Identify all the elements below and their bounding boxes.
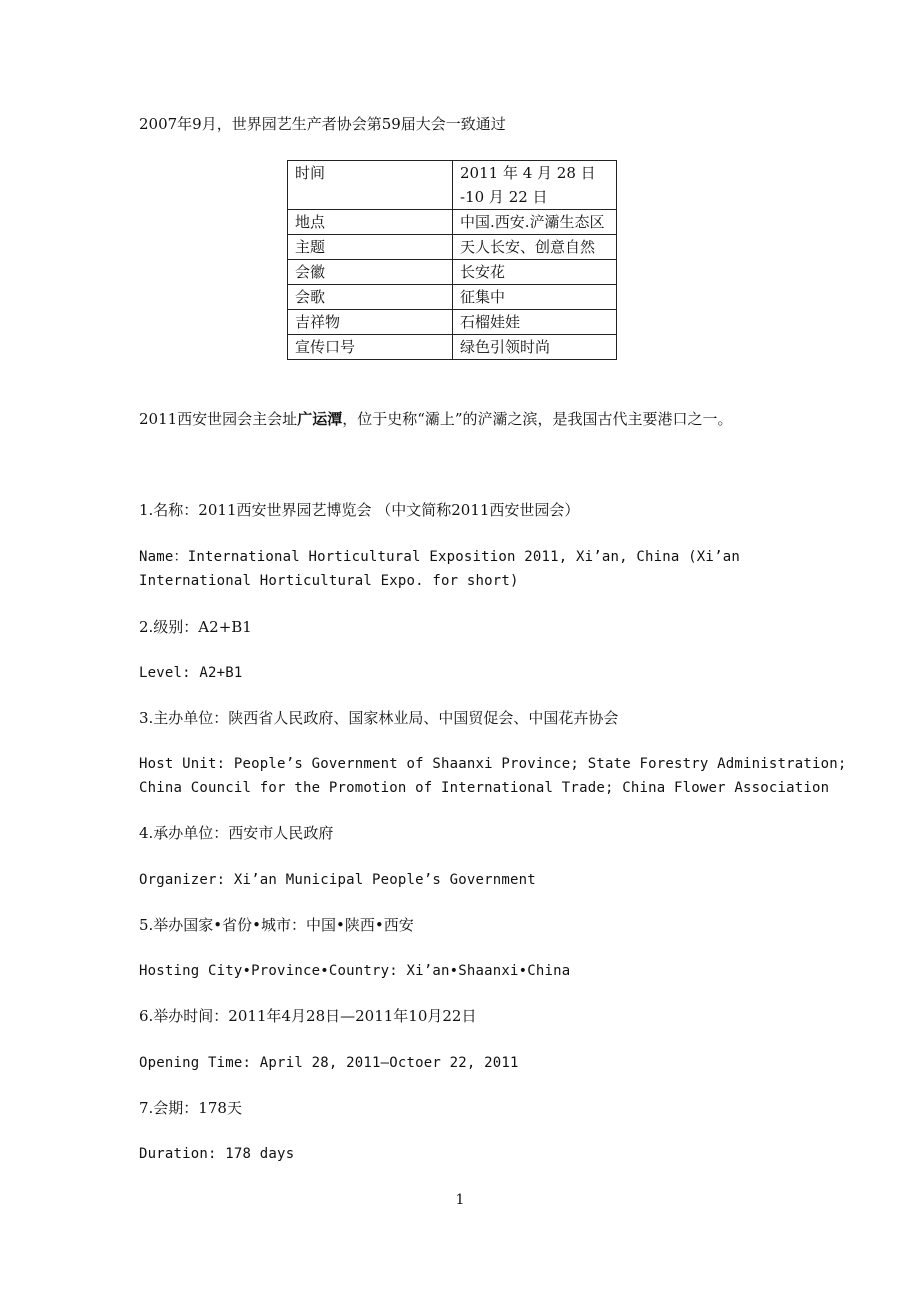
item-name-en-line1: Name：International Horticultural Exposition 2011, Xi’an, China (Xi’an — [139, 549, 740, 565]
table-row — [288, 161, 617, 210]
table-row — [288, 285, 617, 310]
table-key: 吉祥物 — [288, 310, 453, 335]
table-row — [288, 310, 617, 335]
item-name-cn: 1.名称：2011西安世界园艺博览会 （中文简称2011西安世园会） — [139, 501, 580, 519]
table-row — [288, 260, 617, 285]
table-value: 征集中 — [453, 285, 617, 310]
intro-text: 2007年9月，世界园艺生产者协会第59届大会一致通过 — [139, 115, 506, 133]
item-host-cn: 3.主办单位：陕西省人民政府、国家林业局、中国贸促会、中国花卉协会 — [139, 709, 619, 727]
site-text-pre: 2011西安世园会主会址 — [139, 410, 298, 428]
item-city-en: Hosting City•Province•Country: Xi’an•Shaanxi•China — [139, 963, 571, 979]
table-key: 地点 — [288, 210, 453, 235]
item-duration-cn: 7.会期：178天 — [139, 1099, 242, 1117]
item-city-cn: 5.举办国家•省份•城市：中国•陕西•西安 — [139, 916, 414, 934]
table-value: 2011 年 4 月 28 日 -10 月 22 日 — [453, 161, 617, 210]
item-time-cn: 6.举办时间：2011年4月28日—2011年10月22日 — [139, 1007, 477, 1025]
table-key: 时间 — [288, 161, 453, 210]
site-text-post: ，位于史称“灞上”的浐灞之滨，是我国古代主要港口之一。 — [342, 410, 733, 428]
item-name-en-line2: International Horticultural Expo. for short) — [139, 573, 519, 589]
table-value: 天人长安、创意自然 — [453, 235, 617, 260]
item-level-en: Level: A2+B1 — [139, 665, 243, 681]
item-organizer-cn: 4.承办单位：西安市人民政府 — [139, 824, 334, 842]
item-level-cn: 2.级别：A2+B1 — [139, 618, 252, 636]
page-number: 1 — [455, 1192, 465, 1208]
table-row — [288, 210, 617, 235]
table-value: 长安花 — [453, 260, 617, 285]
item-duration-en: Duration: 178 days — [139, 1146, 295, 1162]
table-key: 宣传口号 — [288, 335, 453, 360]
table-key: 会徽 — [288, 260, 453, 285]
table-row — [288, 235, 617, 260]
item-time-en: Opening Time: April 28, 2011—Octoer 22, 2011 — [139, 1055, 519, 1071]
table-key: 会歌 — [288, 285, 453, 310]
table-key: 主题 — [288, 235, 453, 260]
site-name-bold: 广运潭 — [297, 410, 343, 428]
item-host-en-line1: Host Unit: People’s Government of Shaanxi Province; State Forestry Administration; — [139, 756, 847, 772]
table-value: 中国.西安.浐灞生态区 — [453, 210, 617, 235]
table-row — [288, 335, 617, 360]
expo-info-table — [287, 160, 617, 360]
table-value: 石榴娃娃 — [453, 310, 617, 335]
item-host-en-line2: China Council for the Promotion of International Trade; China Flower Association — [139, 780, 830, 796]
table-value: 绿色引领时尚 — [453, 335, 617, 360]
item-organizer-en: Organizer: Xi’an Municipal People’s Government — [139, 872, 536, 888]
site-paragraph — [139, 409, 733, 429]
